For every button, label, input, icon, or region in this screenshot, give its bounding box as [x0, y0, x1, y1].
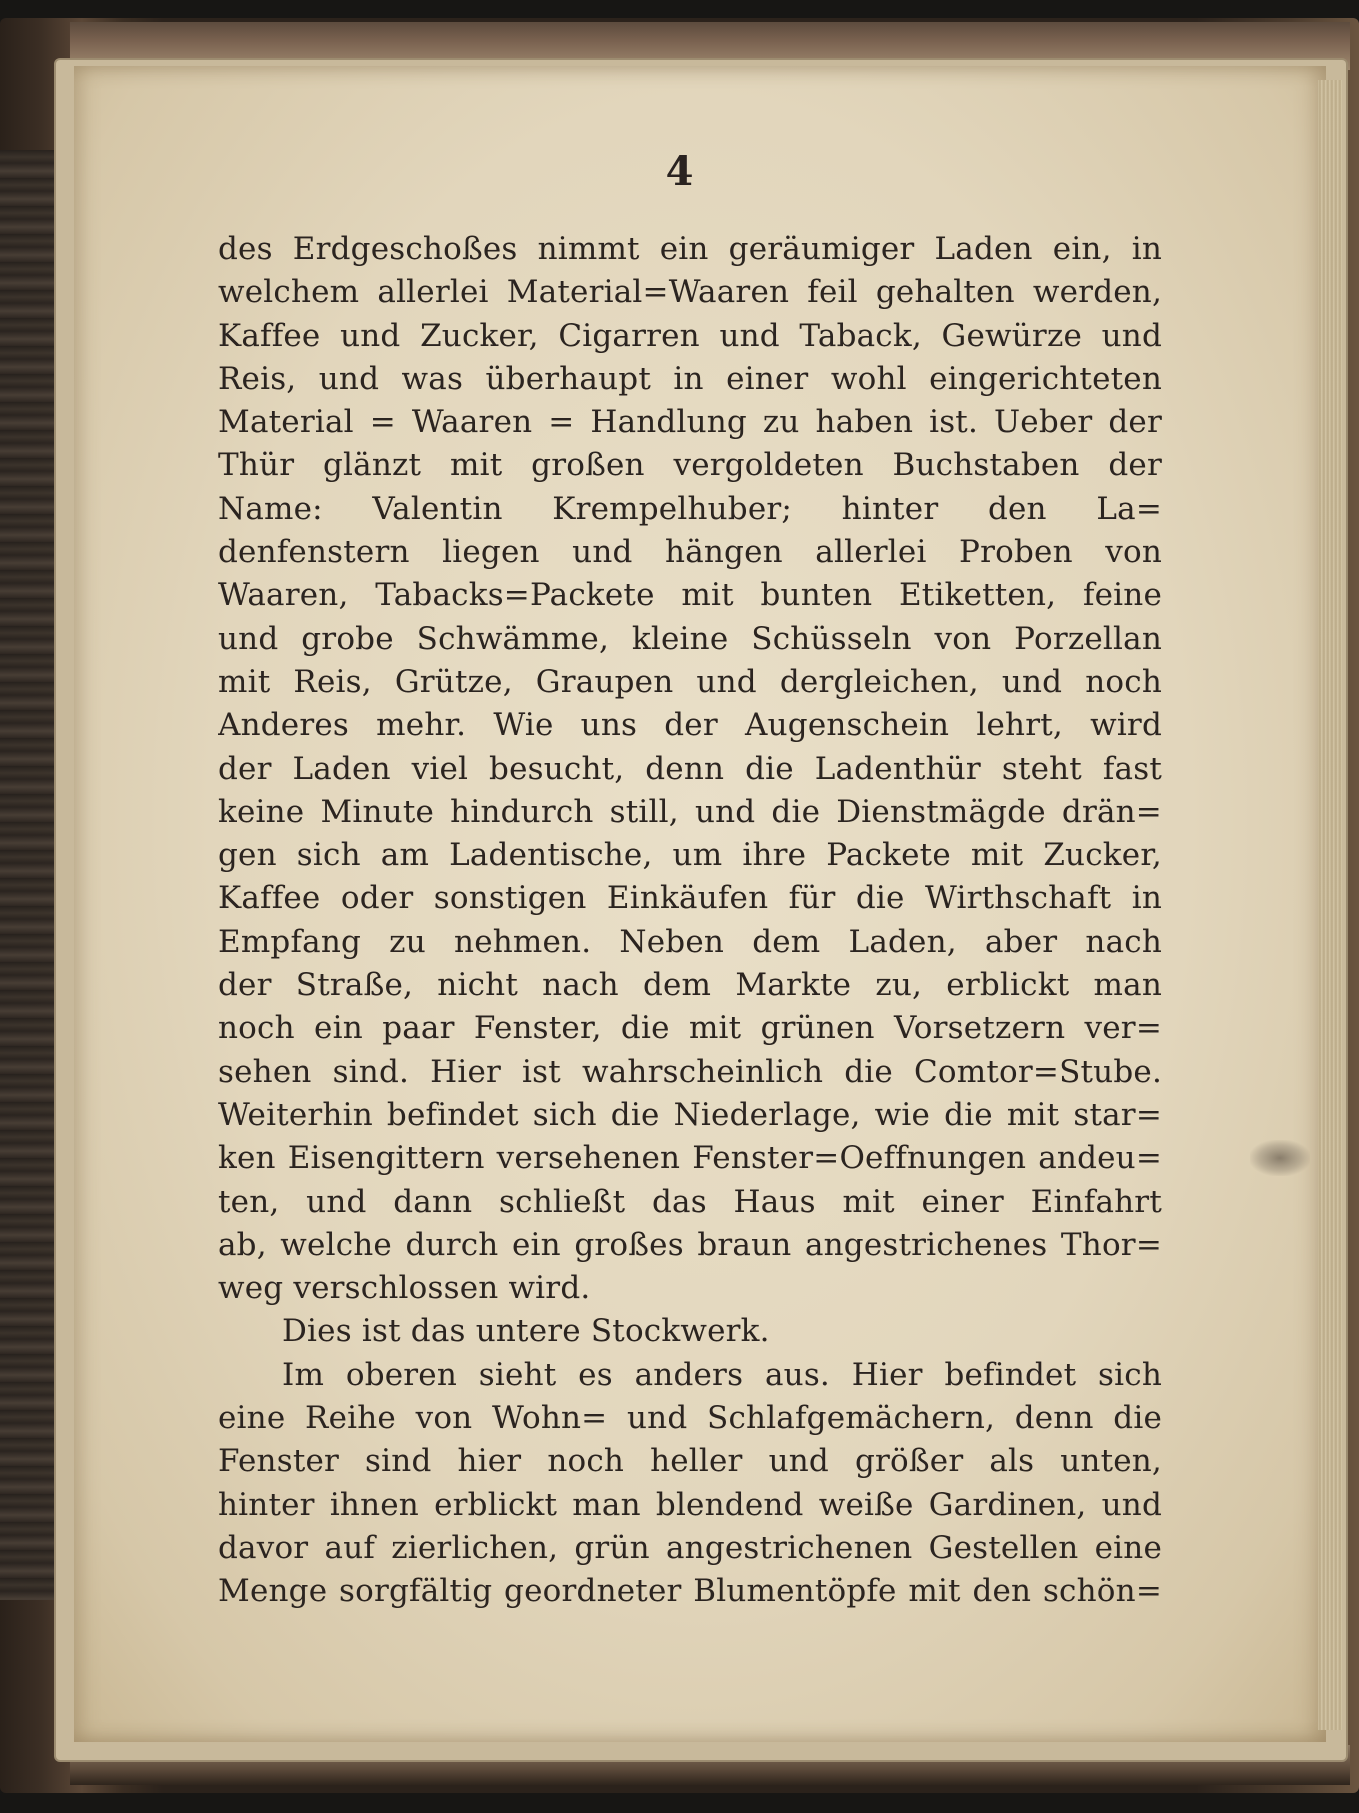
- page-number: 4: [665, 148, 694, 195]
- text-line: welchem allerlei Material=Waaren feil gehalten werden,: [218, 274, 1162, 311]
- text-line: und grobe Schwämme, kleine Schüsseln von Porzellan: [218, 620, 1162, 657]
- text-line: Kaffee oder sonstigen Einkäufen für die Wirthschaft in: [218, 880, 1162, 917]
- text-line: der Straße, nicht nach dem Markte zu, erblickt man: [218, 967, 1162, 1004]
- text-line: sehen sind. Hier ist wahrscheinlich die Comtor=Stube.: [218, 1053, 1162, 1090]
- text-line: mit Reis, Grütze, Graupen und dergleichen, und noch: [218, 663, 1162, 700]
- text-line: Dies ist das untere Stockwerk.: [282, 1313, 770, 1350]
- text-line: Waaren, Tabacks=Packete mit bunten Etiketten, feine: [218, 577, 1162, 614]
- text-line: ab, welche durch ein großes braun angestrichenes Thor=: [218, 1226, 1162, 1263]
- text-line: gen sich am Ladentische, um ihre Packete mit Zucker,: [218, 837, 1162, 874]
- text-line: ken Eisengittern versehenen Fenster=Oeffnungen andeu=: [218, 1140, 1162, 1177]
- text-line: eine Reihe von Wohn= und Schlafgemächern, denn die: [218, 1400, 1162, 1437]
- text-line: Name: Valentin Krempelhuber; hinter den La=: [218, 490, 1162, 527]
- text-line: Menge sorgfältig geordneter Blumentöpfe mit den schön=: [218, 1573, 1162, 1610]
- text-line: Fenster sind hier noch heller und größer als unten,: [218, 1443, 1162, 1480]
- text-line: Reis, und was überhaupt in einer wohl eingerichteten: [218, 360, 1162, 397]
- text-line: Material = Waaren = Handlung zu haben ist. Ueber der: [218, 404, 1162, 441]
- text-line: Thür glänzt mit großen vergoldeten Buchstaben der: [218, 447, 1162, 484]
- text-line: noch ein paar Fenster, die mit grünen Vorsetzern ver=: [218, 1010, 1162, 1047]
- page-edges: [1318, 80, 1342, 1730]
- text-line: der Laden viel besucht, denn die Ladenthür steht fast: [218, 750, 1162, 787]
- text-line: hinter ihnen erblickt man blendend weiße Gardinen, und: [218, 1486, 1162, 1523]
- body-text: [218, 228, 1162, 1614]
- text-line: Anderes mehr. Wie uns der Augenschein lehrt, wird: [218, 707, 1162, 744]
- ink-stain: [1250, 1140, 1310, 1176]
- book-spine: [0, 150, 60, 1600]
- text-line: Kaffee und Zucker, Cigarren und Taback, Gewürze und: [218, 317, 1162, 354]
- text-line: des Erdgeschoßes nimmt ein geräumiger Laden ein, in: [218, 231, 1162, 267]
- text-line: ten, und dann schließt das Haus mit einer Einfahrt: [218, 1183, 1162, 1220]
- text-line: Empfang zu nehmen. Neben dem Laden, aber nach: [218, 923, 1162, 960]
- text-line: Weiterhin befindet sich die Niederlage, wie die mit star=: [218, 1096, 1162, 1133]
- text-line: Im oberen sieht es anders aus. Hier befindet sich: [282, 1356, 1162, 1393]
- text-line: weg verschlossen wird.: [218, 1270, 591, 1307]
- text-line: keine Minute hindurch still, und die Dienstmägde drän=: [218, 793, 1162, 830]
- text-line: denfenstern liegen und hängen allerlei Proben von: [218, 534, 1162, 571]
- text-line: davor auf zierlichen, grün angestrichenen Gestellen eine: [218, 1529, 1162, 1566]
